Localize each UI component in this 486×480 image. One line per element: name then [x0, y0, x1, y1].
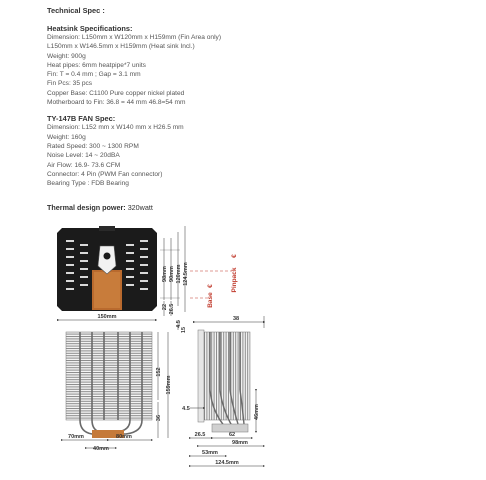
heatsink-line: Heat pipes: 6mm heatpipe*7 units — [47, 61, 146, 69]
dim-front-152: 152 — [156, 367, 162, 377]
dim-front-70: 70mm — [68, 434, 84, 440]
dim-front-159: 159mm — [166, 375, 172, 395]
side-view — [182, 330, 264, 466]
dim-top-38: 38 — [232, 316, 240, 322]
dim-top-124: 124.5mm — [183, 262, 189, 286]
thermal-label: Thermal design power: — [47, 202, 126, 212]
dim-side-265: 26.5 — [194, 432, 206, 438]
front-view — [62, 327, 187, 452]
heatsink-line: L150mm x W146.5mm x H159mm (Heat sink Incl.) — [47, 43, 195, 51]
dim-top-22: 22 — [162, 303, 168, 311]
fan-line: Connector: 4 Pin (PWM Fan connector) — [47, 170, 163, 178]
dim-front-40: 40mm — [93, 446, 109, 452]
dim-front-36: 36 — [156, 414, 162, 422]
fan-line: Bearing Type : FDB Bearing — [47, 180, 129, 188]
heatsink-line: Motherboard to Fin: 36.8 = 44 mm 46.8=54 mm — [47, 99, 186, 107]
base-label: Base — [207, 292, 214, 308]
pinpack-label: Pinpack — [231, 267, 238, 293]
heatsink-line: Weight: 900g — [47, 52, 86, 60]
dim-side-62: 62 — [228, 432, 236, 438]
technical-spec-heading: Technical Spec : — [47, 6, 105, 15]
dim-side-53: 53mm — [202, 450, 218, 456]
heatsink-heading: Heatsink Specifications: — [47, 24, 133, 33]
heatsink-line: Dimension: L150mm x W120mm x H159mm (Fin Area only) — [47, 34, 222, 41]
heatsink-line: Fin: T = 0.4 mm ; Gap = 3.1 mm — [47, 71, 141, 79]
dim-top-120: 120mm — [176, 264, 182, 284]
fan-line: Air Flow: 16.9- 73.6 CFM — [47, 161, 121, 169]
dim-front-15: 15 — [181, 326, 187, 334]
fan-line: Rated Speed: 300 ~ 1300 RPM — [47, 142, 139, 150]
dim-top-90: 90mm — [169, 266, 175, 282]
fan-line: Dimension: L152 mm x W140 mm x H26.5 mm — [47, 124, 184, 132]
dim-front-80: 80mm — [116, 434, 132, 440]
thermal-value: 320watt — [127, 202, 153, 212]
heatsink-line: Fin Pcs: 35 pcs — [47, 80, 93, 88]
top-view — [57, 226, 264, 330]
fan-line: Noise Level: 14 ~ 20dBA — [47, 152, 120, 160]
dim-side-124: 124.5mm — [215, 460, 239, 466]
fan-line: Weight: 160g — [47, 133, 86, 141]
dim-top-265: 26.5 — [169, 303, 175, 315]
dim-top-98: 98mm — [162, 266, 168, 282]
dim-top-45: 4.5 — [176, 320, 182, 328]
dim-top-width: 150mm — [97, 314, 117, 320]
dim-side-45: 4.5 — [182, 406, 190, 412]
heatsink-line: Copper Base: C1100 Pure copper nickel plated — [47, 89, 185, 97]
dim-side-98: 98mm — [232, 440, 248, 446]
base-cl-icon: € — [207, 284, 214, 288]
fan-heading: TY-147B FAN Spec: — [47, 114, 116, 124]
dim-side-46: 46mm — [254, 404, 260, 420]
pinpack-cl-icon: € — [231, 254, 238, 258]
